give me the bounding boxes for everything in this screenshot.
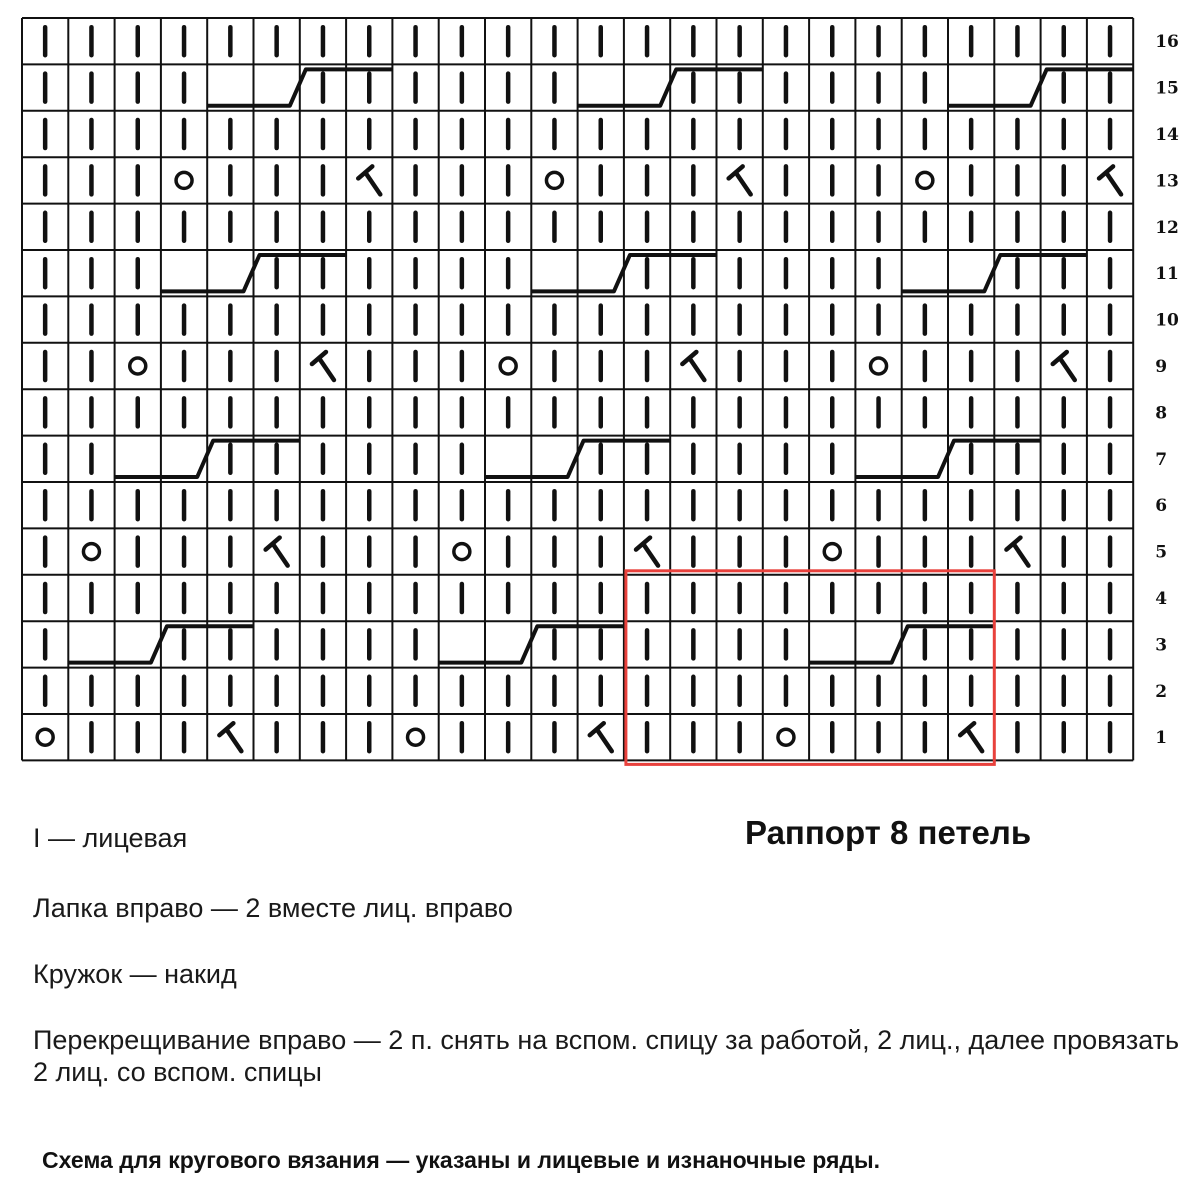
row-number-label: 10	[1155, 310, 1179, 331]
row-number-label: 2	[1155, 681, 1168, 702]
yarn-over-icon	[824, 544, 840, 560]
right-decrease-icon	[729, 166, 751, 194]
row-number-label: 16	[1155, 32, 1179, 53]
right-decrease-icon	[960, 723, 982, 751]
row-number-label: 11	[1155, 264, 1179, 285]
yarn-over-icon	[778, 729, 794, 745]
row-number-label: 6	[1155, 496, 1168, 517]
legend-yarn-over: Кружок — накид	[33, 959, 237, 989]
yarn-over-icon	[83, 544, 99, 560]
right-decrease-icon	[636, 538, 658, 566]
legend-knit: I — лицевая	[33, 823, 188, 853]
yarn-over-icon	[871, 358, 887, 374]
row-number-label: 12	[1155, 217, 1179, 238]
right-decrease-icon	[358, 166, 380, 194]
repeat-title: Раппорт 8 петель	[745, 814, 1032, 851]
yarn-over-icon	[546, 172, 562, 188]
row-number-label: 8	[1155, 403, 1168, 424]
right-decrease-icon	[219, 723, 241, 751]
right-decrease-icon	[590, 723, 612, 751]
footnote: Схема для кругового вязания — указаны и лицевые и изнаночные ряды.	[42, 1147, 881, 1173]
row-number-label: 1	[1155, 728, 1168, 749]
right-decrease-icon	[682, 352, 704, 380]
legend-cable: Перекрещивание вправо — 2 п. снять на вспом. спицу за работой, 2 лиц., далее провязать 2 лиц. со вспом. спицы	[33, 1025, 1180, 1087]
row-number-label: 5	[1155, 542, 1168, 563]
yarn-over-icon	[454, 544, 470, 560]
yarn-over-icon	[130, 358, 146, 374]
legend-decrease: Лапка вправо — 2 вместе лиц. вправо	[33, 893, 513, 923]
right-decrease-icon	[1006, 538, 1028, 566]
row-number-label: 13	[1155, 171, 1179, 192]
yarn-over-icon	[408, 729, 424, 745]
yarn-over-icon	[917, 172, 933, 188]
right-decrease-icon	[266, 538, 288, 566]
yarn-over-icon	[37, 729, 53, 745]
row-number-label: 4	[1155, 589, 1168, 609]
row-number-label: 9	[1155, 357, 1168, 377]
right-decrease-icon	[1099, 166, 1121, 194]
row-number-label: 7	[1155, 449, 1168, 470]
row-number-label: 14	[1155, 125, 1179, 145]
yarn-over-icon	[500, 358, 516, 374]
right-decrease-icon	[1053, 352, 1075, 380]
row-number-label: 3	[1155, 635, 1168, 656]
yarn-over-icon	[176, 172, 192, 188]
row-number-label: 15	[1155, 78, 1179, 99]
right-decrease-icon	[312, 352, 334, 380]
